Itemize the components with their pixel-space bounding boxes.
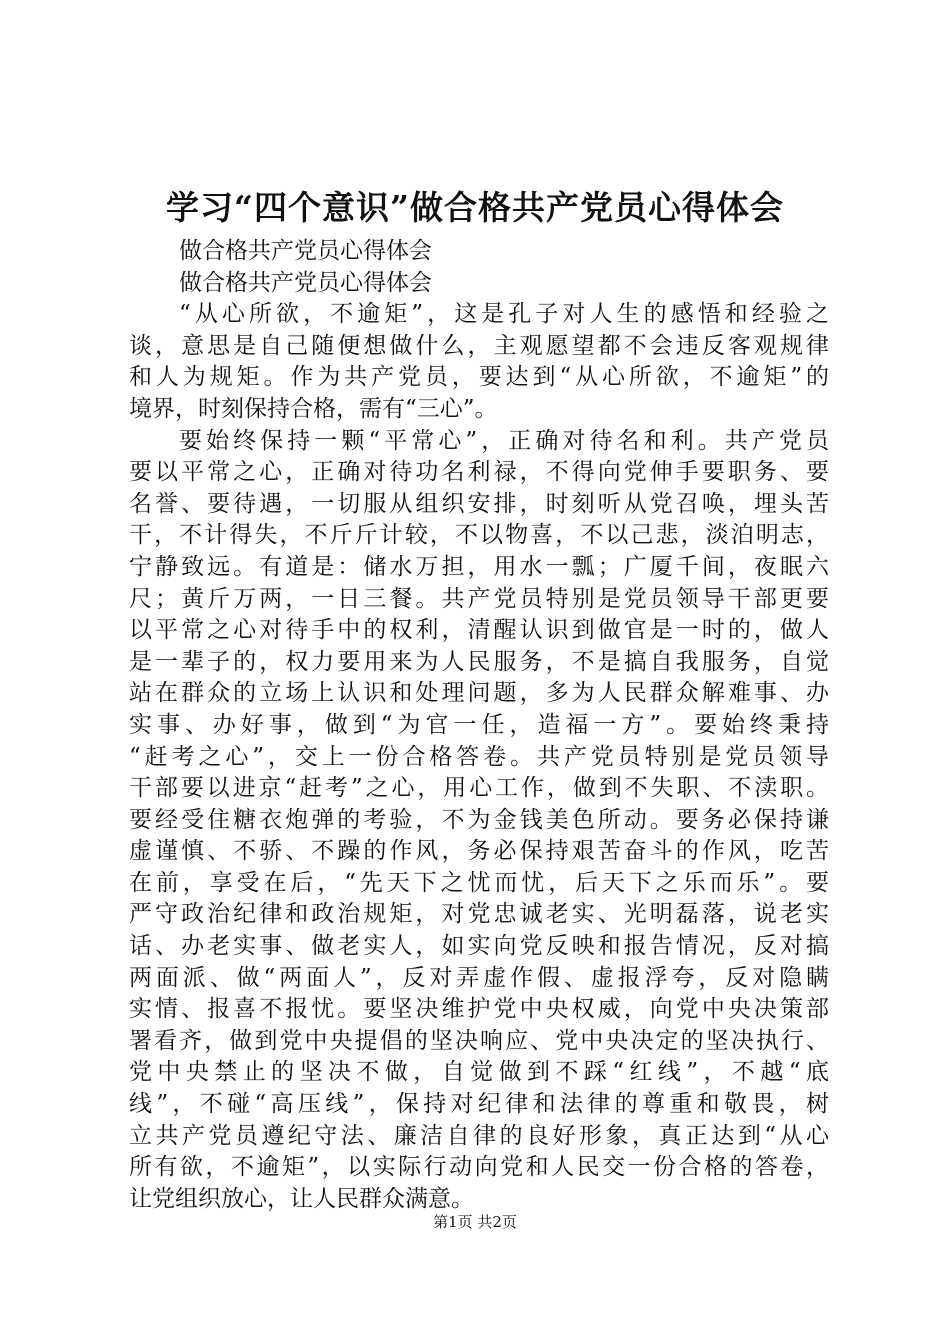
paragraph-line: 和人为规矩。作为共产党员，要达到“从心所欲，不逾矩”的: [129, 364, 829, 391]
document-title: 学习“四个意识”做合格共产党员心得体会: [166, 188, 784, 227]
paragraph-line: 境界，时刻保持合格，需有“三心”。: [129, 395, 498, 422]
paragraph-line: “赶考之心”，交上一份合格答卷。共产党员特别是党员领导: [129, 743, 829, 770]
paragraph-line: 干部要以进京“赶考”之心，用心工作，做到不失职、不渎职。: [129, 775, 829, 802]
paragraph-line: 话、办老实事、做老实人，如实向党反映和报告情况，反对搞: [129, 933, 829, 960]
paragraph-line: 要经受住糖衣炮弹的考验，不为金钱美色所动。要务必保持谦: [129, 806, 829, 833]
paragraph-line: 虚谨慎、不骄、不躁的作风，务必保持艰苦奋斗的作风，吃苦: [129, 838, 829, 865]
paragraph-line: 以平常之心对待手中的权利，清醒认识到做官是一时的，做人: [129, 617, 829, 644]
paragraph-line: 党中央禁止的坚决不做，自觉做到不踩“红线”，不越“底: [129, 1059, 829, 1086]
paragraph-line: 是一辈子的，权力要用来为人民服务，不是搞自我服务，自觉: [129, 648, 829, 675]
paragraph-line: 两面派、做“两面人”，反对弄虚作假、虚报浮夸，反对隐瞒: [129, 964, 829, 991]
paragraph-line: 尺；黄斤万两，一日三餐。共产党员特别是党员领导干部更要: [129, 585, 829, 612]
paragraph-line: 名誉、要待遇，一切服从组织安排，时刻听从党召唤，埋头苦: [129, 490, 829, 517]
paragraph-line: 在前，享受在后，“先天下之忧而忧，后天下之乐而乐”。要: [129, 869, 829, 896]
paragraph-line: 宁静致远。有道是：储水万担，用水一瓢；广厦千间，夜眠六: [129, 553, 829, 580]
paragraph-line: 立共产党员遵纪守法、廉洁自律的良好形象，真正达到“从心: [129, 1122, 829, 1149]
paragraph-line: 实情、报喜不报忧。要坚决维护党中央权威，向党中央决策部: [129, 996, 829, 1023]
paragraph-line: 谈，意思是自己随便想做什么，主观愿望都不会违反客观规律: [129, 332, 829, 359]
paragraph-line: 让党组织放心，让人民群众满意。: [129, 1185, 474, 1212]
paragraph-line: 实事、办好事，做到“为官一任，造福一方”。要始终秉持: [129, 711, 829, 738]
paragraph-line: 要以平常之心，正确对待功名利禄，不得向党伸手要职务、要: [129, 459, 829, 486]
paragraph-line: 线”，不碰“高压线”，保持对纪律和法律的尊重和敬畏，树: [129, 1091, 829, 1118]
paragraph-line: 要始终保持一颗“平常心”，正确对待名和利。共产党员: [179, 427, 829, 454]
paragraph-line: 署看齐，做到党中央提倡的坚决响应、党中央决定的坚决执行、: [129, 1027, 829, 1054]
paragraph-line: 严守政治纪律和政治规矩，对党忠诚老实、光明磊落，说老实: [129, 901, 829, 928]
document-body: [129, 236, 829, 1215]
subheading: 做合格共产党员心得体会: [179, 269, 432, 296]
subheading: 做合格共产党员心得体会: [179, 238, 432, 264]
page-footer: 第1页 共2页: [433, 1213, 517, 1231]
paragraph-line: “从心所欲，不逾矩”，这是孔子对人生的感悟和经验之: [179, 301, 829, 328]
paragraph-line: 干，不计得失，不斤斤计较，不以物喜，不以己悲，淡泊明志，: [129, 522, 829, 549]
paragraph-line: 所有欲，不逾矩”，以实际行动向党和人民交一份合格的答卷，: [129, 1154, 829, 1181]
paragraph-line: 站在群众的立场上认识和处理问题，多为人民群众解难事、办: [129, 680, 829, 707]
